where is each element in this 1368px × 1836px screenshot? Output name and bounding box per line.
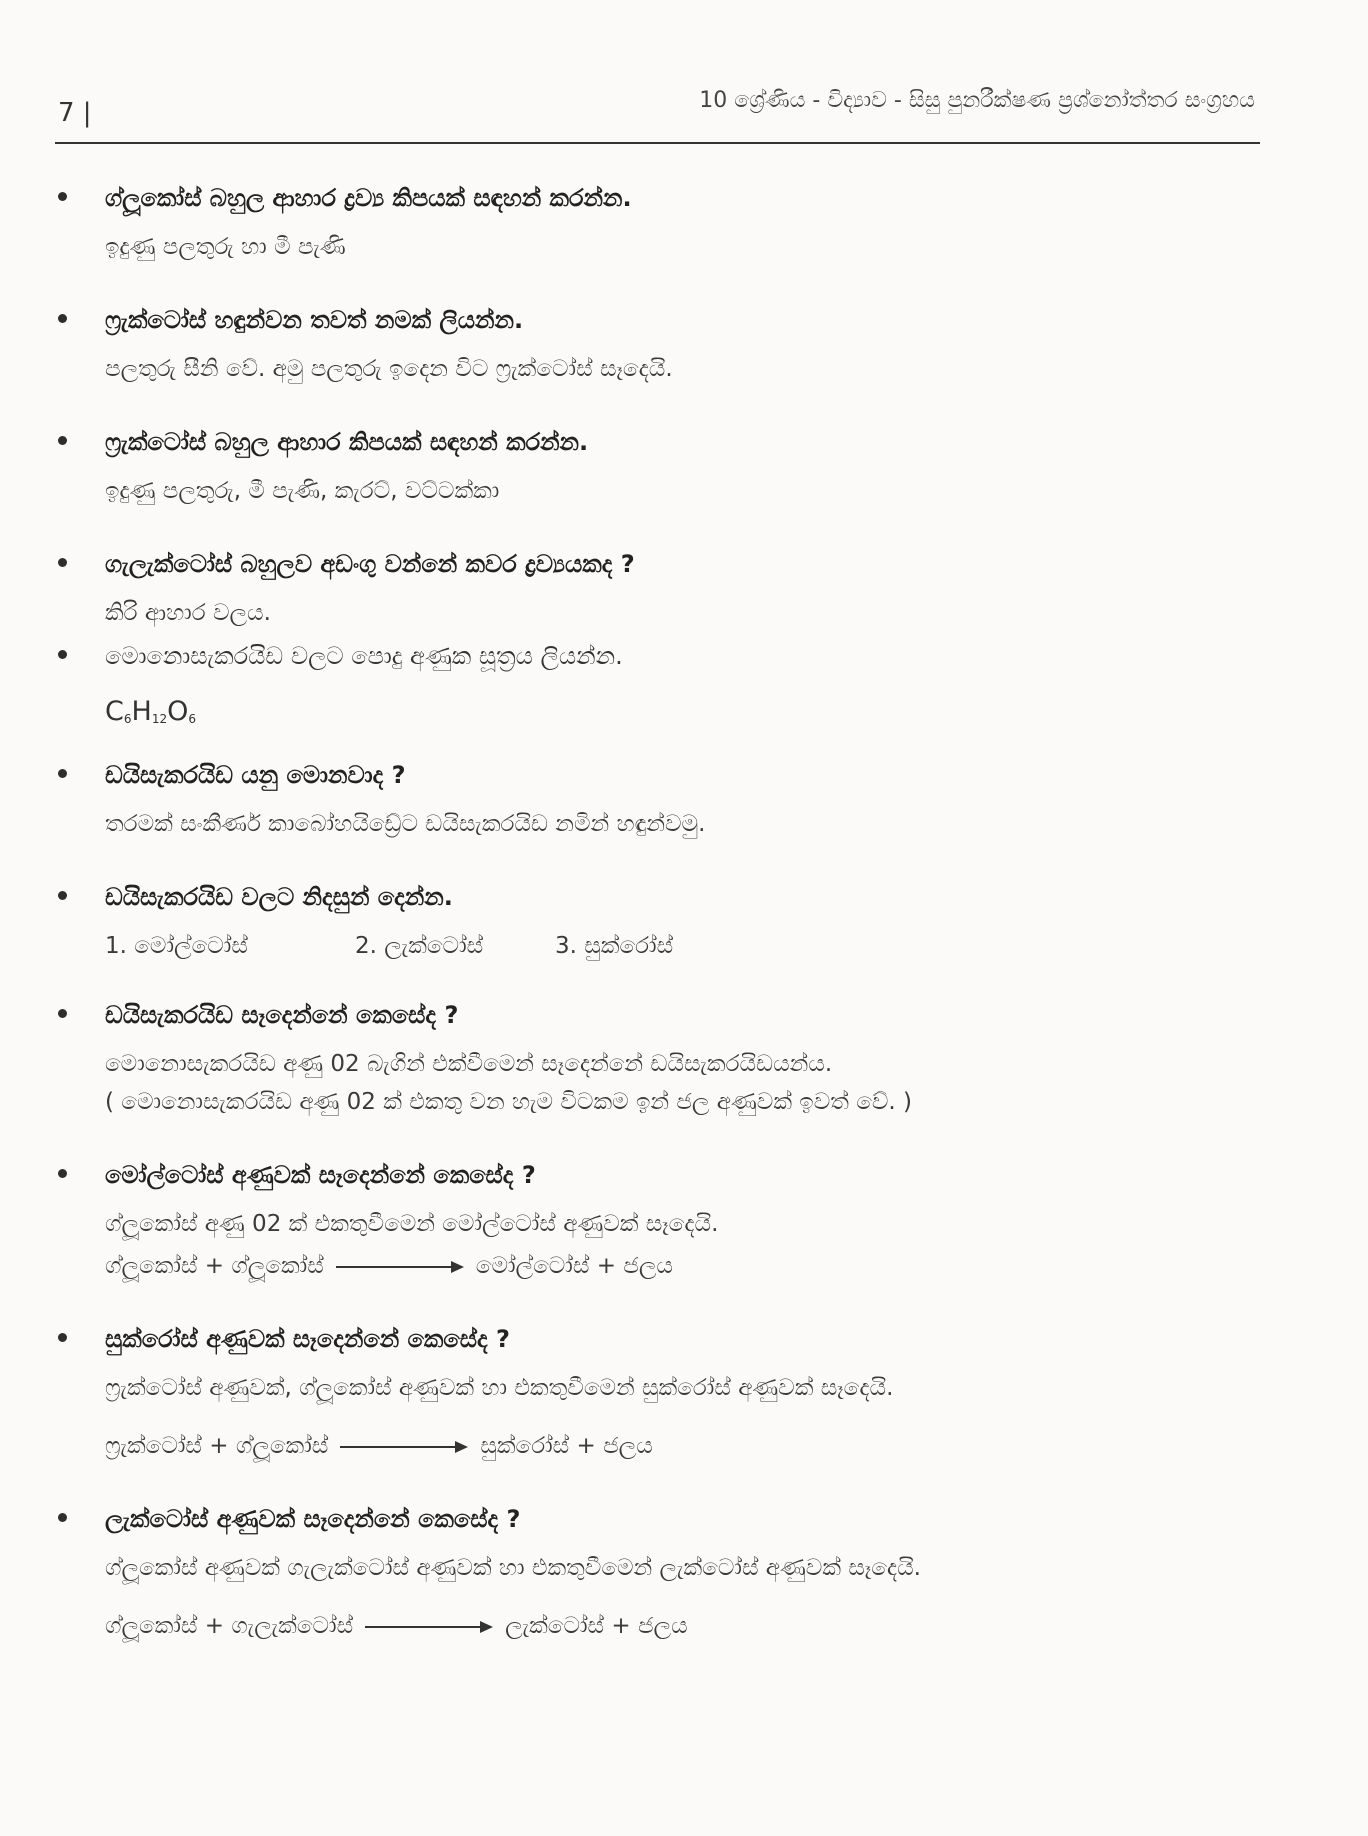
qa-item <box>55 636 1275 739</box>
bullet-icon <box>58 1513 67 1522</box>
answer: ග්ලූකෝස් අණු 02 ක් එකතුවීමෙන් මෝල්ටෝස් අණුවක් සෑදෙයි. <box>105 1211 719 1237</box>
question: ලැක්ටෝස් අණුවක් සෑදෙන්නේ කෙසේද ? <box>105 1505 521 1533</box>
products: ලැක්ටෝස් + ජලය <box>505 1613 688 1639</box>
bullet-icon <box>58 314 67 323</box>
bullet-icon <box>58 436 67 445</box>
question: ගැලැක්ටෝස් බහුලව අඩංගු වන්නේ කවර ද්‍රව්‍යයකද ? <box>105 550 635 578</box>
qa-item <box>55 755 1275 843</box>
qa-item <box>55 544 1275 632</box>
qa-item <box>55 877 1275 965</box>
products: මෝල්ටෝස් + ජලය <box>475 1253 673 1279</box>
qa-item <box>55 178 1275 266</box>
question: ෆ්‍රැක්ටෝස් හඳුන්වන තවත් නමක් ලියන්න. <box>105 306 524 334</box>
bullet-icon <box>58 558 67 567</box>
answer: ඉදුණු පලතුරු හා මී පැණි <box>105 234 346 260</box>
header-divider <box>55 142 1260 144</box>
question: ඩයිසැකරයිඩ වලට නිදසුන් දෙන්න. <box>105 883 453 911</box>
bullet-icon <box>58 1009 67 1018</box>
qa-item <box>55 995 1275 1121</box>
list-item: 1. මෝල්ටෝස් <box>105 933 248 959</box>
question: ග්ලූකෝස් බහුල ආහාර ද්‍රව්‍ය කිපයක් සඳහන් කරන්න. <box>105 184 632 212</box>
question: ඩයිසැකරයිඩ යනු මොනවාද ? <box>105 761 406 789</box>
question: සුක්රෝස් අණුවක් සෑදෙන්නේ කෙසේද ? <box>105 1325 510 1353</box>
qa-list <box>55 168 1275 1645</box>
question: ෆ්‍රැක්ටෝස් බහුල ආහාර කිපයක් සඳහන් කරන්න. <box>105 428 589 456</box>
products: සුක්රෝස් + ජලය <box>480 1433 653 1459</box>
reaction-equation <box>105 1607 1275 1645</box>
answer: කිරි ආහාර වලය. <box>105 600 271 626</box>
list-item: 3. සුක්රෝස් <box>555 933 674 959</box>
question: මොනොසැකරයිඩ වලට පොදු අණුක සූත්‍රය ලියන්න. <box>105 642 623 670</box>
answer: පලතුරු සීනි වේ. අමු පලතුරු ඉදෙන විට ෆ්‍රැක්ටෝස් සෑදෙයි. <box>105 356 673 382</box>
bullet-icon <box>58 891 67 900</box>
question: ඩයිසැකරයිඩ සෑදෙන්නේ කෙසේද ? <box>105 1001 459 1029</box>
arrow-right-icon <box>336 1261 464 1273</box>
answer: ග්ලූකෝස් අණුවක් ගැලැක්ටෝස් අණුවක් හා එකතුවීමෙන් ලැක්ටෝස් අණුවක් සෑදෙයි. <box>105 1555 921 1581</box>
reaction-equation <box>105 1427 1275 1465</box>
qa-item <box>55 422 1275 510</box>
bullet-icon <box>58 192 67 201</box>
qa-item <box>55 1499 1275 1645</box>
bullet-icon <box>58 769 67 778</box>
reactants: ග්ලූකෝස් + ග්ලූකෝස් <box>105 1253 324 1279</box>
bullet-icon <box>58 1169 67 1178</box>
header-title: 10 ශ්‍රේණිය - විද්‍යාව - සිසු පුනරීක්ෂණ ප්‍රශ්නෝත්තර සංග්‍රහය <box>699 88 1255 113</box>
answer-note: ( මොනොසැකරයිඩ අණු 02 ක් එකතු වන හැම විටකම ඉන් ජල අණුවක් ඉවත් වේ. ) <box>105 1089 913 1115</box>
page-header <box>55 88 1260 144</box>
reaction-equation <box>105 1247 1275 1285</box>
bullet-icon <box>58 1333 67 1342</box>
answer: ෆ්‍රැක්ටෝස් අණුවක්, ග්ලූකෝස් අණුවක් හා එකතුවීමෙන් සුක්රෝස් අණුවක් සෑදෙයි. <box>105 1375 894 1401</box>
qa-item <box>55 1319 1275 1465</box>
bullet-icon <box>58 650 67 659</box>
arrow-right-icon <box>365 1621 493 1633</box>
qa-item <box>55 1155 1275 1285</box>
list-item: 2. ලැක්ටෝස් <box>355 933 484 959</box>
answer: ඉදුණු පලතුරු, මී පැණි, කැරට්, වට්ටක්කා <box>105 478 500 504</box>
question: මෝල්ටෝස් අණුවක් සෑදෙන්නේ කෙසේද ? <box>105 1161 536 1189</box>
page-number: 7 | <box>58 98 92 128</box>
examples-list <box>105 927 1275 965</box>
reactants: ෆ්‍රැක්ටෝස් + ග්ලූකෝස් <box>105 1433 329 1459</box>
qa-item <box>55 300 1275 388</box>
answer: මොනොසැකරයිඩ අණු 02 බැගින් එක්වීමෙන් සෑදෙන්නේ ඩයිසැකරයිඩයන්ය. <box>105 1051 833 1077</box>
reactants: ග්ලූකෝස් + ගැලැක්ටෝස් <box>105 1613 354 1639</box>
molecular-formula: $C_6H_{12}O_6$ <box>105 696 196 727</box>
arrow-right-icon <box>340 1441 468 1453</box>
answer: තරමක් සංකීර්ණ කාබෝහයිඩ්‍රේට ඩයිසැකරයිඩ නමින් හඳුන්වමු. <box>105 811 706 837</box>
